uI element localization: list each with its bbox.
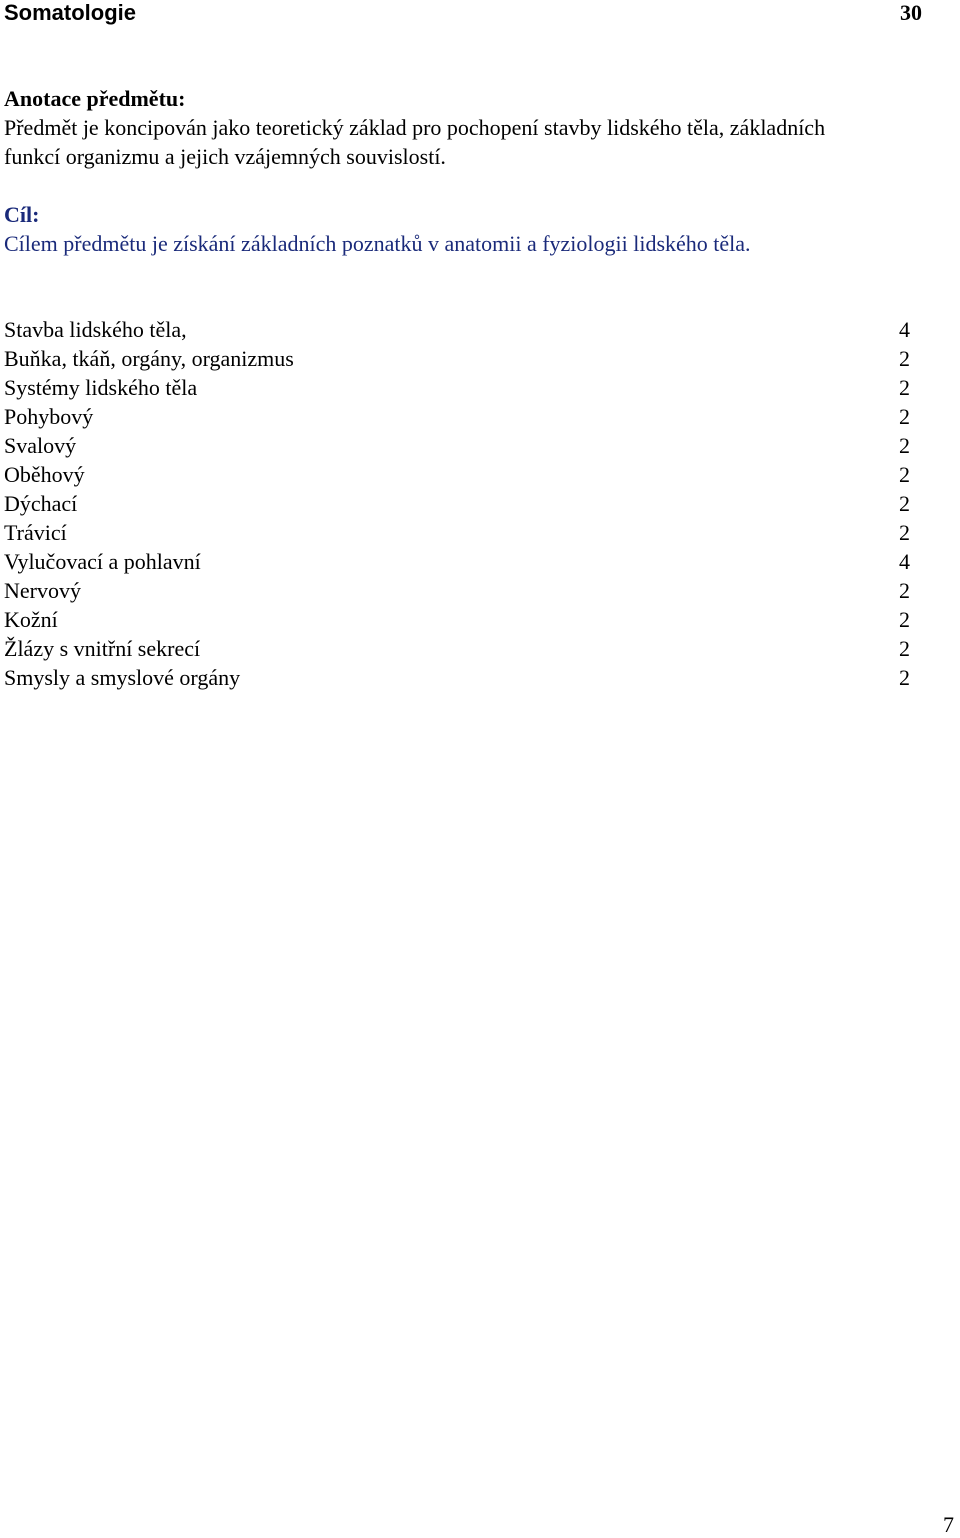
topic-name: Dýchací <box>4 491 78 516</box>
topic-name: Pohybový <box>4 404 94 429</box>
topics-list <box>4 315 910 692</box>
topic-name: Nervový <box>4 578 81 603</box>
topic-hours: 4 <box>899 549 910 574</box>
goal-text: Cílem předmětu je získání základních poznatků v anatomii a fyziologii lidského těla. <box>4 231 751 256</box>
annotation-line-2: funkcí organizmu a jejich vzájemných souvislostí. <box>4 144 446 169</box>
topic-hours: 2 <box>899 607 910 632</box>
subject-header <box>4 0 922 26</box>
topic-name: Stavba lidského těla, <box>4 317 187 342</box>
topic-name: Buňka, tkáň, orgány, organizmus <box>4 346 294 371</box>
topic-hours: 2 <box>899 636 910 661</box>
topic-hours: 2 <box>899 375 910 400</box>
topic-name: Oběhový <box>4 462 85 487</box>
topic-hours: 4 <box>899 317 910 342</box>
topic-row <box>4 605 910 634</box>
goal-heading: Cíl: <box>4 202 40 227</box>
goal-section <box>4 200 960 258</box>
topic-row <box>4 663 910 692</box>
topic-name: Vylučovací a pohlavní <box>4 549 201 574</box>
topic-name: Smysly a smyslové orgány <box>4 665 241 690</box>
annotation-line-1: Předmět je koncipován jako teoretický základ pro pochopení stavby lidského těla, základních <box>4 115 826 140</box>
annotation-section <box>4 84 960 171</box>
topic-row <box>4 373 910 402</box>
topic-hours: 2 <box>899 665 910 690</box>
subject-title: Somatologie <box>4 0 137 25</box>
topic-hours: 2 <box>899 578 910 603</box>
topic-name: Kožní <box>4 607 58 632</box>
topic-hours: 2 <box>899 462 910 487</box>
topic-row <box>4 518 910 547</box>
topic-row <box>4 576 910 605</box>
topic-name: Svalový <box>4 433 77 458</box>
topic-row <box>4 402 910 431</box>
topic-name: Žlázy s vnitřní sekrecí <box>4 636 201 661</box>
topic-name: Systémy lidského těla <box>4 375 198 400</box>
topic-hours: 2 <box>899 520 910 545</box>
annotation-heading: Anotace předmětu: <box>4 86 186 111</box>
topic-hours: 2 <box>899 491 910 516</box>
topic-row <box>4 489 910 518</box>
topic-hours: 2 <box>899 433 910 458</box>
topic-row <box>4 460 910 489</box>
topic-hours: 2 <box>899 404 910 429</box>
topic-hours: 2 <box>899 346 910 371</box>
page-number: 7 <box>943 1512 954 1537</box>
topic-row <box>4 634 910 663</box>
topic-row <box>4 547 910 576</box>
subject-hours: 30 <box>900 0 922 25</box>
topic-name: Trávicí <box>4 520 67 545</box>
topic-row <box>4 431 910 460</box>
topic-row <box>4 315 910 344</box>
topic-row <box>4 344 910 373</box>
